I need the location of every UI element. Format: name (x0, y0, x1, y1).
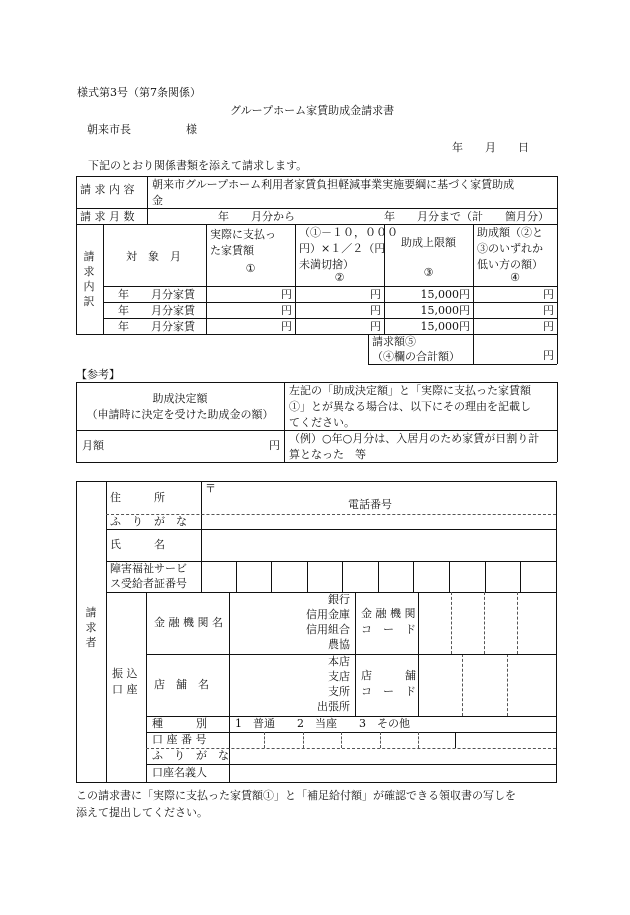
reference-note-2: ①」とが異なる場合は、以下にその理由を記載し (289, 400, 531, 413)
addressee: 朝来市長 様 (87, 123, 197, 136)
table-rule (76, 481, 77, 783)
table-rule (76, 382, 557, 383)
date-field[interactable]: 年 月 日 (452, 141, 529, 154)
col-paid-header-2: た家賃額 (210, 244, 254, 257)
row-calc[interactable]: 円 (370, 288, 381, 301)
month-to[interactable]: 年 月分まで（計 箇月分） (384, 210, 549, 223)
table-rule (103, 318, 557, 319)
row-paid[interactable]: 円 (281, 320, 292, 333)
content-text: 朝来市グループホーム利用者家賃負担軽減事業実施要綱に基づく家賃助成 (152, 178, 515, 191)
table-rule (484, 592, 485, 654)
bank-type-shinkin: 信用金庫 (306, 608, 350, 621)
address-label: 住 所 (110, 491, 165, 504)
col-grant-header: 助成額（②と (477, 226, 543, 239)
row-month[interactable]: 年 月分家賃 (118, 288, 195, 301)
month-count-label: 請 求 月 数 (80, 210, 135, 223)
table-rule (201, 481, 202, 592)
table-rule (76, 430, 557, 431)
branch-code-label: 店 舗 (361, 669, 416, 682)
claimant-label: 請求者 (85, 606, 97, 649)
total-label-2: （④欄の合計額） (372, 350, 460, 363)
table-rule (284, 382, 285, 462)
table-rule (413, 561, 414, 592)
holder-furigana-label: ふ り が な (152, 749, 229, 762)
table-rule (449, 561, 450, 592)
transfer-account-label-2: 口 座 (112, 683, 138, 696)
branch-type-office: 支所 (328, 685, 350, 698)
col-paid-header: 実際に支払っ (210, 228, 276, 241)
name-label: 氏 名 (110, 538, 165, 551)
bank-name-label: 金 融 機 関 名 (154, 616, 223, 629)
branch-type-branch: 支店 (328, 670, 350, 683)
account-kind-options[interactable]: 1 普通 2 当座 3 その他 (235, 717, 410, 730)
monthly-label: 月額 (82, 439, 104, 452)
monthly-value[interactable]: 円 (269, 439, 280, 452)
table-rule (76, 462, 557, 463)
table-rule (76, 224, 557, 225)
table-rule (462, 654, 463, 716)
bank-type-kumiai: 信用組合 (306, 623, 350, 636)
reason-example-2[interactable]: 算となった 等 (289, 448, 366, 461)
row-grant[interactable]: 円 (543, 320, 554, 333)
table-rule (520, 561, 521, 592)
table-rule (76, 334, 557, 335)
table-rule (103, 224, 104, 334)
table-rule (341, 732, 342, 748)
table-rule (146, 732, 556, 733)
page-title: グループホーム家賃助成金請求書 (230, 104, 395, 117)
form-number: 様式第3号（第7条関係） (77, 86, 201, 99)
branch-code-label-2: コ ー ド (361, 685, 416, 698)
col-calc-header: （①－１０，０００ (299, 226, 398, 239)
table-rule (106, 529, 556, 530)
table-rule (455, 732, 456, 748)
table-rule (380, 732, 381, 748)
table-rule (557, 382, 558, 462)
footer-note-2: 添えて提出してください。 (76, 806, 208, 819)
col-calc-header-3: 未満切捨） (299, 258, 354, 271)
table-rule (303, 732, 304, 748)
col-limit-number: ③ (423, 266, 434, 279)
target-month-header: 対 象 月 (126, 250, 181, 263)
table-rule (76, 782, 557, 783)
row-limit: 15,000円 (420, 304, 470, 317)
table-rule (418, 732, 419, 748)
decision-amount-sub: （申請時に決定を受けた助成金の額） (86, 408, 274, 421)
table-rule (271, 561, 272, 592)
transfer-account-label: 振 込 (112, 667, 138, 680)
row-grant[interactable]: 円 (543, 288, 554, 301)
table-rule (103, 302, 557, 303)
table-rule (146, 592, 147, 782)
table-rule (229, 716, 230, 782)
month-from[interactable]: 年 月分から (218, 210, 295, 223)
branch-type-main: 本店 (328, 655, 350, 668)
table-rule (76, 176, 557, 177)
row-calc[interactable]: 円 (370, 304, 381, 317)
table-rule (451, 592, 452, 654)
table-rule (76, 208, 557, 209)
col-calc-header-2: 円）×１／２（円 (299, 242, 386, 255)
row-month[interactable]: 年 月分家賃 (118, 320, 195, 333)
table-rule (106, 481, 107, 783)
content-label: 請 求 内 容 (80, 183, 135, 196)
table-rule (378, 561, 379, 592)
bank-type-bank: 銀行 (328, 593, 350, 606)
row-month[interactable]: 年 月分家賃 (118, 304, 195, 317)
table-rule (103, 286, 557, 287)
reference-heading: 【参考】 (76, 368, 120, 381)
reference-note-3: てください。 (289, 416, 355, 429)
col-calc-number: ② (334, 271, 345, 284)
intro-text: 下記のとおり関係書類を添えて請求します。 (88, 159, 308, 172)
branch-name-label: 店 舗 名 (154, 678, 209, 691)
content-text-cont: 金 (152, 194, 163, 207)
branch-type-sub: 出張所 (317, 700, 350, 713)
table-rule (517, 592, 518, 654)
table-rule (76, 176, 77, 334)
cert-number-label-2: ス受給者証番号 (110, 577, 187, 590)
phone-label: 電話番号 (348, 498, 392, 511)
table-rule (557, 176, 558, 364)
decision-amount-label: 助成決定額 (152, 392, 208, 405)
postal-mark: 〒 (205, 482, 216, 495)
reason-example[interactable]: （例）○年○月分は、入居月のため家賃が日割り計 (289, 432, 540, 445)
table-rule (342, 561, 343, 592)
table-rule (146, 654, 556, 655)
table-rule (264, 732, 265, 748)
row-paid[interactable]: 円 (281, 304, 292, 317)
table-rule (368, 364, 557, 365)
table-rule (307, 561, 308, 592)
total-value[interactable]: 円 (543, 349, 554, 362)
table-rule (146, 764, 556, 765)
table-rule (556, 481, 557, 783)
row-limit: 15,000円 (420, 288, 470, 301)
account-holder-label: 口座名義人 (152, 766, 207, 779)
row-limit: 15,000円 (420, 320, 470, 333)
account-kind-label: 種 別 (152, 717, 207, 730)
row-calc[interactable]: 円 (370, 320, 381, 333)
col-limit-header: 助成上限額 (401, 236, 456, 249)
table-rule (236, 561, 237, 592)
table-rule (485, 561, 486, 592)
bank-code-label-2: コ ー ド (361, 623, 416, 636)
row-grant[interactable]: 円 (543, 304, 554, 317)
bank-code-label: 金 融 機 関 (361, 607, 416, 620)
account-number-label: 口 座 番 号 (152, 733, 207, 746)
col-grant-header-2: ③のいずれか (477, 242, 543, 255)
table-rule (507, 654, 508, 716)
reference-note: 左記の「助成決定額」と「実際に支払った家賃額 (289, 384, 531, 397)
col-grant-number: ④ (510, 271, 520, 284)
col-paid-number: ① (245, 262, 256, 275)
cert-number-label: 障害福祉サービ (110, 562, 187, 575)
bank-type-nokyo: 農協 (328, 638, 350, 651)
breakdown-label: 請求内訳 (83, 250, 95, 308)
table-rule (368, 334, 369, 364)
furigana-label: ふ り が な (110, 515, 187, 528)
table-rule (76, 481, 557, 482)
total-label: 請求額⑤ (372, 335, 416, 348)
row-paid[interactable]: 円 (281, 288, 292, 301)
col-grant-header-3: 低い方の額） (477, 258, 543, 271)
table-rule (147, 176, 148, 224)
footer-note: この請求書に「実際に支払った家賃額①」と「補足給付額」が確認できる領収書の写しを (76, 789, 516, 802)
